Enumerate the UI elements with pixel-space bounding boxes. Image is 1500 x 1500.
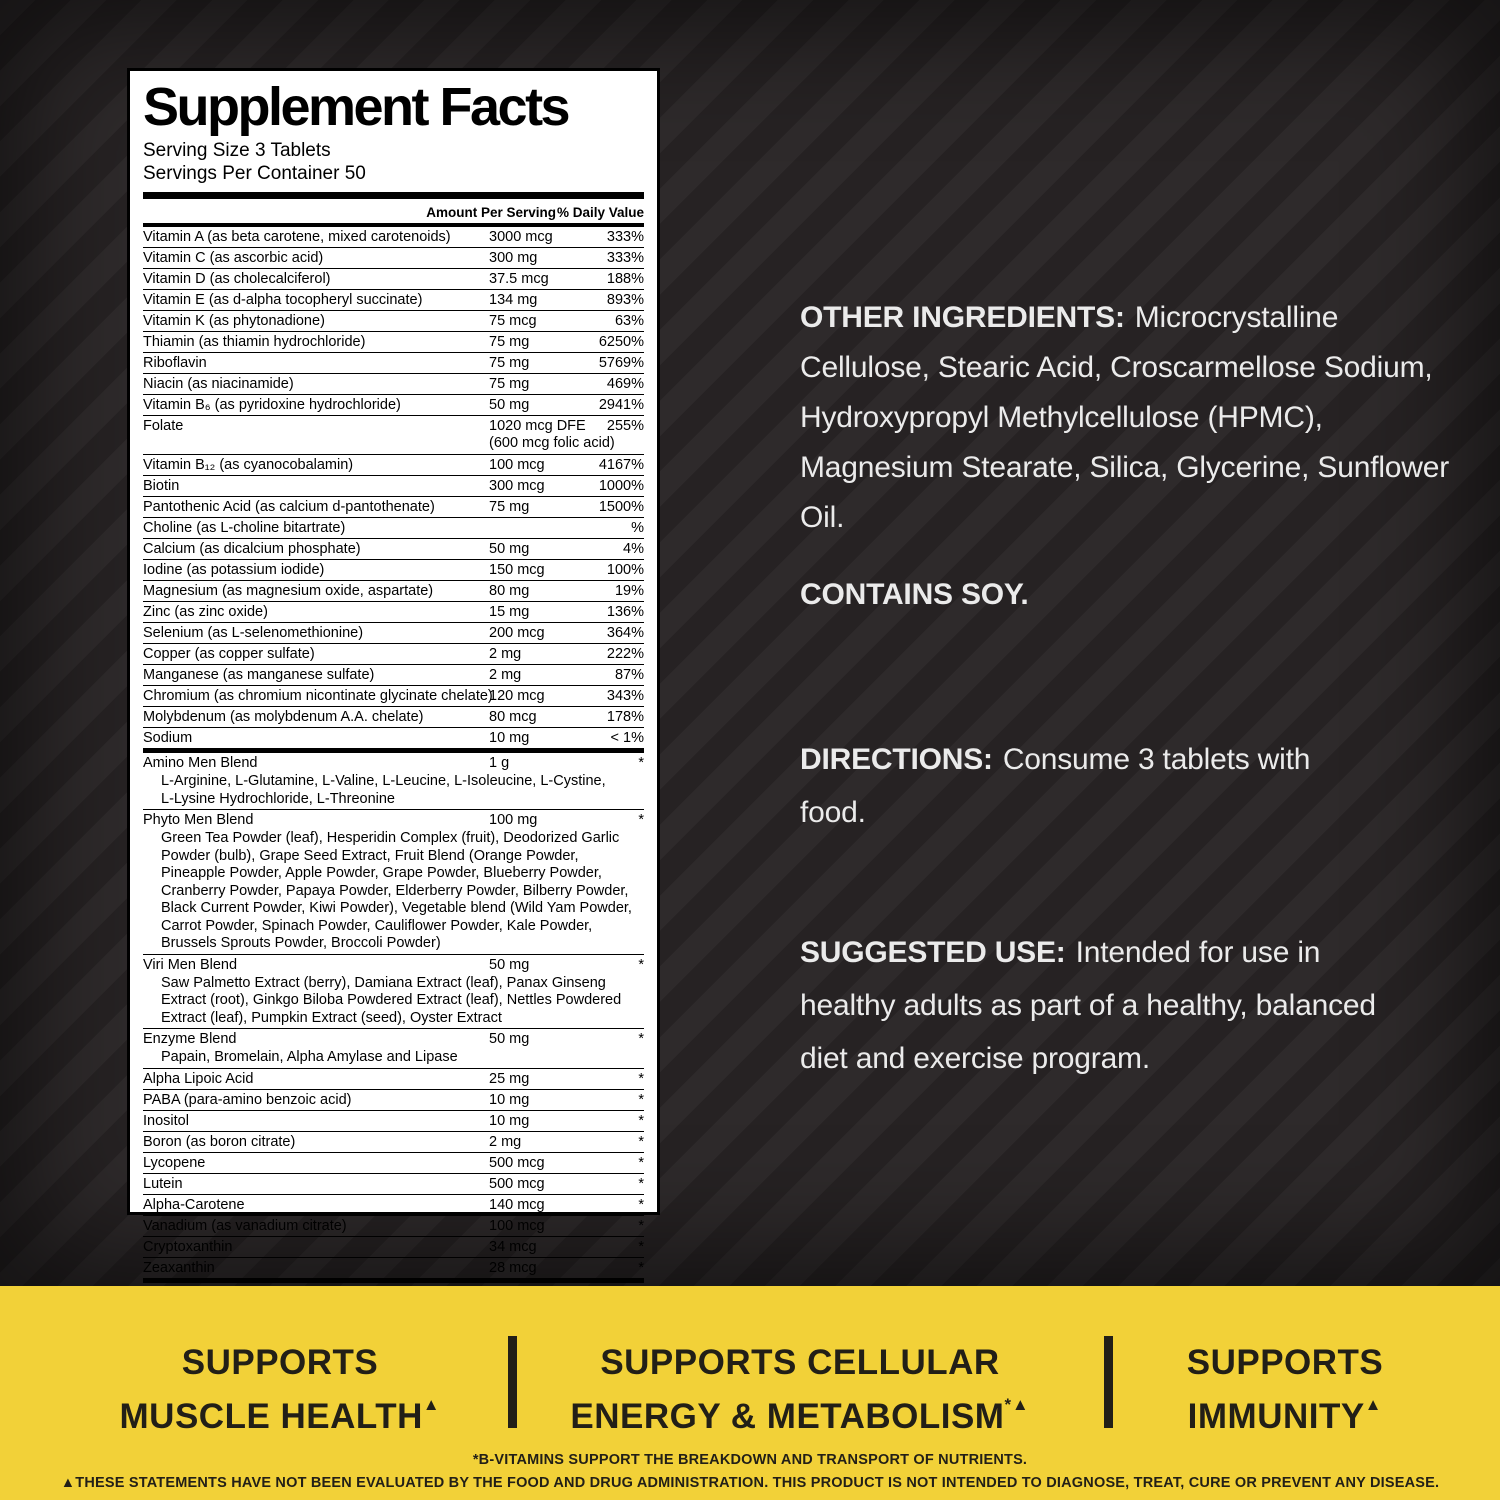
nutrient-name: Cryptoxanthin <box>143 1238 233 1255</box>
nutrient-amount: 500 mcg <box>489 1154 545 1171</box>
nutrient-amount: 120 mcg <box>489 688 545 704</box>
disclaimer-line: *B-VITAMINS SUPPORT THE BREAKDOWN AND TRANSPORT OF NUTRIENTS. <box>472 1452 1028 1468</box>
nutrient-daily-value: * <box>638 1154 644 1171</box>
suggested-use-section <box>800 926 1408 1085</box>
claim-line-1: SUPPORTS <box>181 1343 379 1382</box>
nutrient-amount: 50 mg <box>489 541 530 557</box>
other-ingredients-section <box>800 293 1452 543</box>
nutrient-daily-value: < 1% <box>610 730 644 746</box>
nutrient-daily-value: * <box>638 1031 644 1047</box>
nutrient-amount: 75 mg <box>489 334 530 350</box>
suggested-use-label: SUGGESTED USE: <box>800 936 1066 969</box>
table-row <box>143 518 644 539</box>
disclaimer-line: ▲THESE STATEMENTS HAVE NOT BEEN EVALUATED BY THE FOOD AND DRUG ADMINISTRATION. THIS PRODUCT IS NOT INTENDED TO DIAGNOSE, TREAT, CURE OR PREVENT ANY DISEASE. <box>60 1475 1440 1491</box>
nutrient-daily-value: 6250% <box>598 334 644 350</box>
table-row <box>143 1195 644 1216</box>
nutrient-amount: 150 mcg <box>489 562 545 578</box>
nutrient-daily-value: 5769% <box>598 355 644 371</box>
blend-ingredients-line: Papain, Bromelain, Alpha Amylase and Lipase <box>161 1049 458 1065</box>
nutrient-amount: 10 mg <box>489 1112 530 1129</box>
contains-soy-label: CONTAINS SOY. <box>800 578 1029 611</box>
nutrient-name: Riboflavin <box>143 355 207 371</box>
claim-line-1: SUPPORTS <box>1186 1343 1384 1382</box>
nutrient-daily-value: * <box>638 1238 644 1255</box>
nutrient-name: Alpha Lipoic Acid <box>143 1070 254 1087</box>
nutrient-amount: 75 mg <box>489 355 530 371</box>
nutrient-daily-value: 2941% <box>598 397 644 413</box>
blend-ingredients-line: Extract (root), Ginkgo Biloba Powdered Extract (leaf), Nettles Powdered <box>161 992 622 1008</box>
servings-per-container: Servings Per Container 50 <box>143 163 366 184</box>
nutrient-amount: 200 mcg <box>489 625 545 641</box>
blend-ingredients-line: Extract (leaf), Pumpkin Extract (seed), Oyster Extract <box>161 1009 502 1026</box>
nutrient-amount: 1 g <box>489 755 510 771</box>
table-row <box>143 602 644 623</box>
table-row <box>143 227 644 248</box>
nutrient-daily-value: 333% <box>606 250 644 266</box>
nutrient-amount: 75 mg <box>489 499 530 515</box>
nutrient-name: Molybdenum (as molybdenum A.A. chelate) <box>143 709 424 725</box>
nutrient-amount: 80 mcg <box>489 709 537 725</box>
other-ingredients-text: Microcrystalline Cellulose, Stearic Acid, Croscarmellose Sodium, Hydroxypropyl Methylcellulose (HPMC), Magnesium Stearate, Silica, Glycerine, Sunflower Oil. <box>800 301 1450 534</box>
thick-divider <box>143 192 644 199</box>
table-row <box>143 728 644 753</box>
nutrient-amount: 500 mcg <box>489 1175 545 1192</box>
table-row <box>143 248 644 269</box>
nutrient-daily-value: % <box>631 520 644 536</box>
panel-title: Supplement Facts <box>143 77 569 137</box>
banner-claim <box>570 1342 1029 1438</box>
table-row <box>143 539 644 560</box>
blend-ingredients <box>143 1048 644 1067</box>
table-row <box>143 311 644 332</box>
nutrient-name: Copper (as copper sulfate) <box>143 646 315 662</box>
nutrient-amount: 34 mcg <box>489 1238 537 1255</box>
disclaimer-block <box>0 1449 1500 1495</box>
nutrient-amount: 10 mg <box>489 730 530 746</box>
nutrient-amount-secondary: (600 mcg folic acid) <box>489 435 615 451</box>
nutrient-name: Folate <box>143 418 184 434</box>
nutrient-daily-value: 1000% <box>598 478 644 494</box>
banner-claim <box>1187 1342 1384 1438</box>
nutrient-amount: 3000 mcg <box>489 229 553 245</box>
nutrient-name: Lutein <box>143 1175 183 1192</box>
blend-ingredients <box>143 772 644 808</box>
nutrient-daily-value: 19% <box>614 583 644 599</box>
nutrient-name: Chromium (as chromium nicontinate glycinate chelate) <box>143 688 493 704</box>
blend-ingredients-line: Cranberry Powder, Papaya Powder, Elderberry Powder, Bilberry Powder, <box>161 882 629 899</box>
blend-ingredients-line: Brussels Sprouts Powder, Broccoli Powder) <box>161 935 441 951</box>
claim-line-1: SUPPORTS CELLULAR <box>600 1343 1000 1382</box>
nutrient-daily-value: * <box>638 1133 644 1150</box>
nutrient-table <box>143 227 644 1283</box>
nutrient-name: Choline (as L-choline bitartrate) <box>143 520 346 536</box>
blend-ingredients-line: Carrot Powder, Spinach Powder, Cauliflower Powder, Kale Powder, <box>161 917 593 934</box>
table-row <box>143 560 644 581</box>
blend-ingredients-line: Green Tea Powder (leaf), Hesperidin Complex (fruit), Deodorized Garlic <box>161 830 620 846</box>
table-row <box>143 332 644 353</box>
nutrient-amount: 28 mcg <box>489 1259 537 1276</box>
nutrient-name: Selenium (as L-selenomethionine) <box>143 625 364 641</box>
nutrient-daily-value: 222% <box>606 646 644 662</box>
claim-line-2: IMMUNITY▲ <box>1187 1395 1383 1436</box>
nutrient-daily-value: * <box>638 956 644 973</box>
nutrient-name: Sodium <box>143 730 193 746</box>
claim-superscript: *▲ <box>1004 1395 1030 1414</box>
nutrient-daily-value: * <box>638 1091 644 1108</box>
nutrient-amount: 134 mg <box>489 292 538 308</box>
blend-ingredients-line: Powder (bulb), Grape Seed Extract, Fruit Blend (Orange Powder, <box>161 847 579 864</box>
nutrient-name: PABA (para-amino benzoic acid) <box>143 1091 352 1108</box>
table-row <box>143 497 644 518</box>
table-row <box>143 1153 644 1174</box>
nutrient-name: Manganese (as manganese sulfate) <box>143 667 375 683</box>
nutrient-name: Boron (as boron citrate) <box>143 1133 296 1150</box>
claims-divider-bar <box>508 1336 517 1428</box>
nutrient-daily-value: 4% <box>623 541 644 557</box>
blend-ingredients-line: L-Lysine Hydrochloride, L-Threonine <box>161 790 395 807</box>
claims-divider-bar <box>1104 1336 1113 1428</box>
nutrient-daily-value: * <box>638 812 644 828</box>
table-row <box>143 707 644 728</box>
nutrient-name: Zinc (as zinc oxide) <box>143 604 268 620</box>
table-row <box>143 810 644 955</box>
blend-ingredients <box>143 974 644 1028</box>
nutrient-daily-value: 87% <box>614 667 644 683</box>
table-row <box>143 753 644 810</box>
nutrient-name: Viri Men Blend <box>143 956 238 973</box>
nutrient-name: Vitamin K (as phytonadione) <box>143 313 325 329</box>
nutrient-name: Vitamin A (as beta carotene, mixed carotenoids) <box>143 229 451 245</box>
blend-ingredients-line: Black Current Powder, Kiwi Powder), Vegetable blend (Wild Yam Powder, <box>161 900 632 916</box>
table-header <box>143 199 644 223</box>
nutrient-name: Phyto Men Blend <box>143 812 254 828</box>
supplement-facts-panel <box>127 68 660 1276</box>
blend-ingredients-line: Saw Palmetto Extract (berry), Damiana Extract (leaf), Panax Ginseng <box>161 974 606 991</box>
nutrient-amount: 50 mg <box>489 956 530 973</box>
table-row <box>143 623 644 644</box>
table-row <box>143 1258 644 1283</box>
nutrient-daily-value: 100% <box>606 562 644 578</box>
suggested-use-text: Intended for use in healthy adults as part of a healthy, balanced diet and exercise program. <box>800 936 1376 1075</box>
nutrient-daily-value: 178% <box>606 709 644 725</box>
nutrient-name: Enzyme Blend <box>143 1031 237 1047</box>
nutrient-daily-value: 188% <box>606 271 644 287</box>
directions-section <box>800 733 1365 839</box>
table-row <box>143 269 644 290</box>
nutrient-name: Biotin <box>143 478 180 494</box>
nutrient-daily-value: * <box>638 1175 644 1192</box>
other-ingredients-label: OTHER INGREDIENTS: <box>800 301 1125 334</box>
nutrient-name: Vitamin D (as cholecalciferol) <box>143 271 331 287</box>
table-row <box>143 955 644 1030</box>
nutrient-name: Inositol <box>143 1112 189 1129</box>
table-row <box>143 395 644 416</box>
nutrient-amount: 100 mg <box>489 812 538 828</box>
nutrient-daily-value: 343% <box>606 688 644 704</box>
table-row <box>143 1216 644 1237</box>
nutrient-name: Zeaxanthin <box>143 1259 215 1276</box>
claims-banner <box>0 1286 1500 1500</box>
serving-size: Serving Size 3 Tablets <box>143 140 331 161</box>
nutrient-amount: 50 mg <box>489 1031 530 1047</box>
nutrient-name: Calcium (as dicalcium phosphate) <box>143 541 361 557</box>
nutrient-name: Alpha-Carotene <box>143 1196 245 1213</box>
nutrient-name: Vitamin B₆ (as pyridoxine hydrochloride) <box>143 397 401 413</box>
nutrient-amount: 300 mcg <box>489 478 545 494</box>
nutrient-daily-value: * <box>638 1070 644 1087</box>
nutrient-amount: 75 mg <box>489 376 530 392</box>
nutrient-daily-value: * <box>638 1217 644 1234</box>
nutrient-amount: 2 mg <box>489 646 522 662</box>
table-row <box>143 644 644 665</box>
table-row <box>143 1090 644 1111</box>
nutrient-daily-value: * <box>638 1196 644 1213</box>
table-row <box>143 476 644 497</box>
nutrient-daily-value: 893% <box>606 292 644 308</box>
nutrient-daily-value: 469% <box>606 376 644 392</box>
nutrient-daily-value: * <box>638 755 644 771</box>
table-row <box>143 416 644 455</box>
nutrient-daily-value: 333% <box>606 229 644 245</box>
table-row <box>143 353 644 374</box>
contains-soy-section <box>800 570 1452 620</box>
nutrient-name: Pantothenic Acid (as calcium d-pantothenate) <box>143 499 435 515</box>
nutrient-amount: 10 mg <box>489 1091 530 1108</box>
nutrient-amount: 140 mcg <box>489 1196 545 1213</box>
table-row <box>143 1237 644 1258</box>
nutrient-amount: 37.5 mcg <box>489 271 549 287</box>
amount-column-header: Amount Per Serving <box>426 205 556 220</box>
nutrient-name: Vitamin E (as d-alpha tocopheryl succinate) <box>143 292 423 308</box>
table-row <box>143 581 644 602</box>
blend-ingredients-line: Pineapple Powder, Apple Powder, Grape Powder, Blueberry Powder, <box>161 865 602 881</box>
nutrient-daily-value: 1500% <box>598 499 644 515</box>
directions-text: Consume 3 tablets with food. <box>800 743 1311 829</box>
nutrient-name: Magnesium (as magnesium oxide, aspartate) <box>143 583 434 599</box>
table-row <box>143 374 644 395</box>
blend-ingredients-line: L-Arginine, L-Glutamine, L-Valine, L-Leucine, L-Isoleucine, L-Cystine, <box>161 773 606 789</box>
nutrient-daily-value: 63% <box>614 313 644 329</box>
nutrient-daily-value: 255% <box>606 418 644 434</box>
nutrient-name: Amino Men Blend <box>143 755 258 771</box>
nutrient-name: Thiamin (as thiamin hydrochloride) <box>143 334 366 350</box>
table-row <box>143 665 644 686</box>
nutrient-amount: 80 mg <box>489 583 530 599</box>
blend-ingredients <box>143 829 644 953</box>
nutrient-name: Niacin (as niacinamide) <box>143 376 294 392</box>
claim-line-2: MUSCLE HEALTH▲ <box>119 1395 441 1436</box>
table-row <box>143 1174 644 1195</box>
table-row <box>143 1069 644 1090</box>
nutrient-daily-value: 136% <box>606 604 644 620</box>
nutrient-amount: 300 mg <box>489 250 538 266</box>
nutrient-amount: 100 mcg <box>489 1217 545 1234</box>
banner-claim <box>120 1342 441 1438</box>
nutrient-amount: 1020 mcg DFE (600 mcg folic acid) <box>489 418 615 451</box>
nutrient-amount: 2 mg <box>489 1133 522 1150</box>
directions-label: DIRECTIONS: <box>800 743 993 776</box>
nutrient-daily-value: 4167% <box>598 457 644 473</box>
nutrient-daily-value: * <box>638 1259 644 1276</box>
nutrient-name: Lycopene <box>143 1154 206 1171</box>
daily-value-column-header: % Daily Value <box>556 205 644 220</box>
nutrient-name: Vitamin C (as ascorbic acid) <box>143 250 324 266</box>
nutrient-name: Iodine (as potassium iodide) <box>143 562 325 578</box>
nutrient-name: Vanadium (as vanadium citrate) <box>143 1217 347 1234</box>
claim-superscript: ▲ <box>1364 1395 1383 1414</box>
nutrient-amount: 75 mcg <box>489 313 537 329</box>
nutrient-amount: 15 mg <box>489 604 530 620</box>
claim-line-2: ENERGY & METABOLISM*▲ <box>570 1395 1030 1436</box>
table-row <box>143 1029 644 1069</box>
nutrient-amount: 2 mg <box>489 667 522 683</box>
claim-superscript: ▲ <box>422 1395 441 1414</box>
table-row <box>143 455 644 476</box>
nutrient-amount: 50 mg <box>489 397 530 413</box>
table-row <box>143 1132 644 1153</box>
nutrient-amount: 25 mg <box>489 1070 530 1087</box>
nutrient-name: Vitamin B₁₂ (as cyanocobalamin) <box>143 457 354 473</box>
table-row <box>143 1111 644 1132</box>
table-row <box>143 290 644 311</box>
nutrient-amount: 100 mcg <box>489 457 545 473</box>
nutrient-daily-value: * <box>638 1112 644 1129</box>
nutrient-daily-value: 364% <box>606 625 644 641</box>
table-row <box>143 686 644 707</box>
